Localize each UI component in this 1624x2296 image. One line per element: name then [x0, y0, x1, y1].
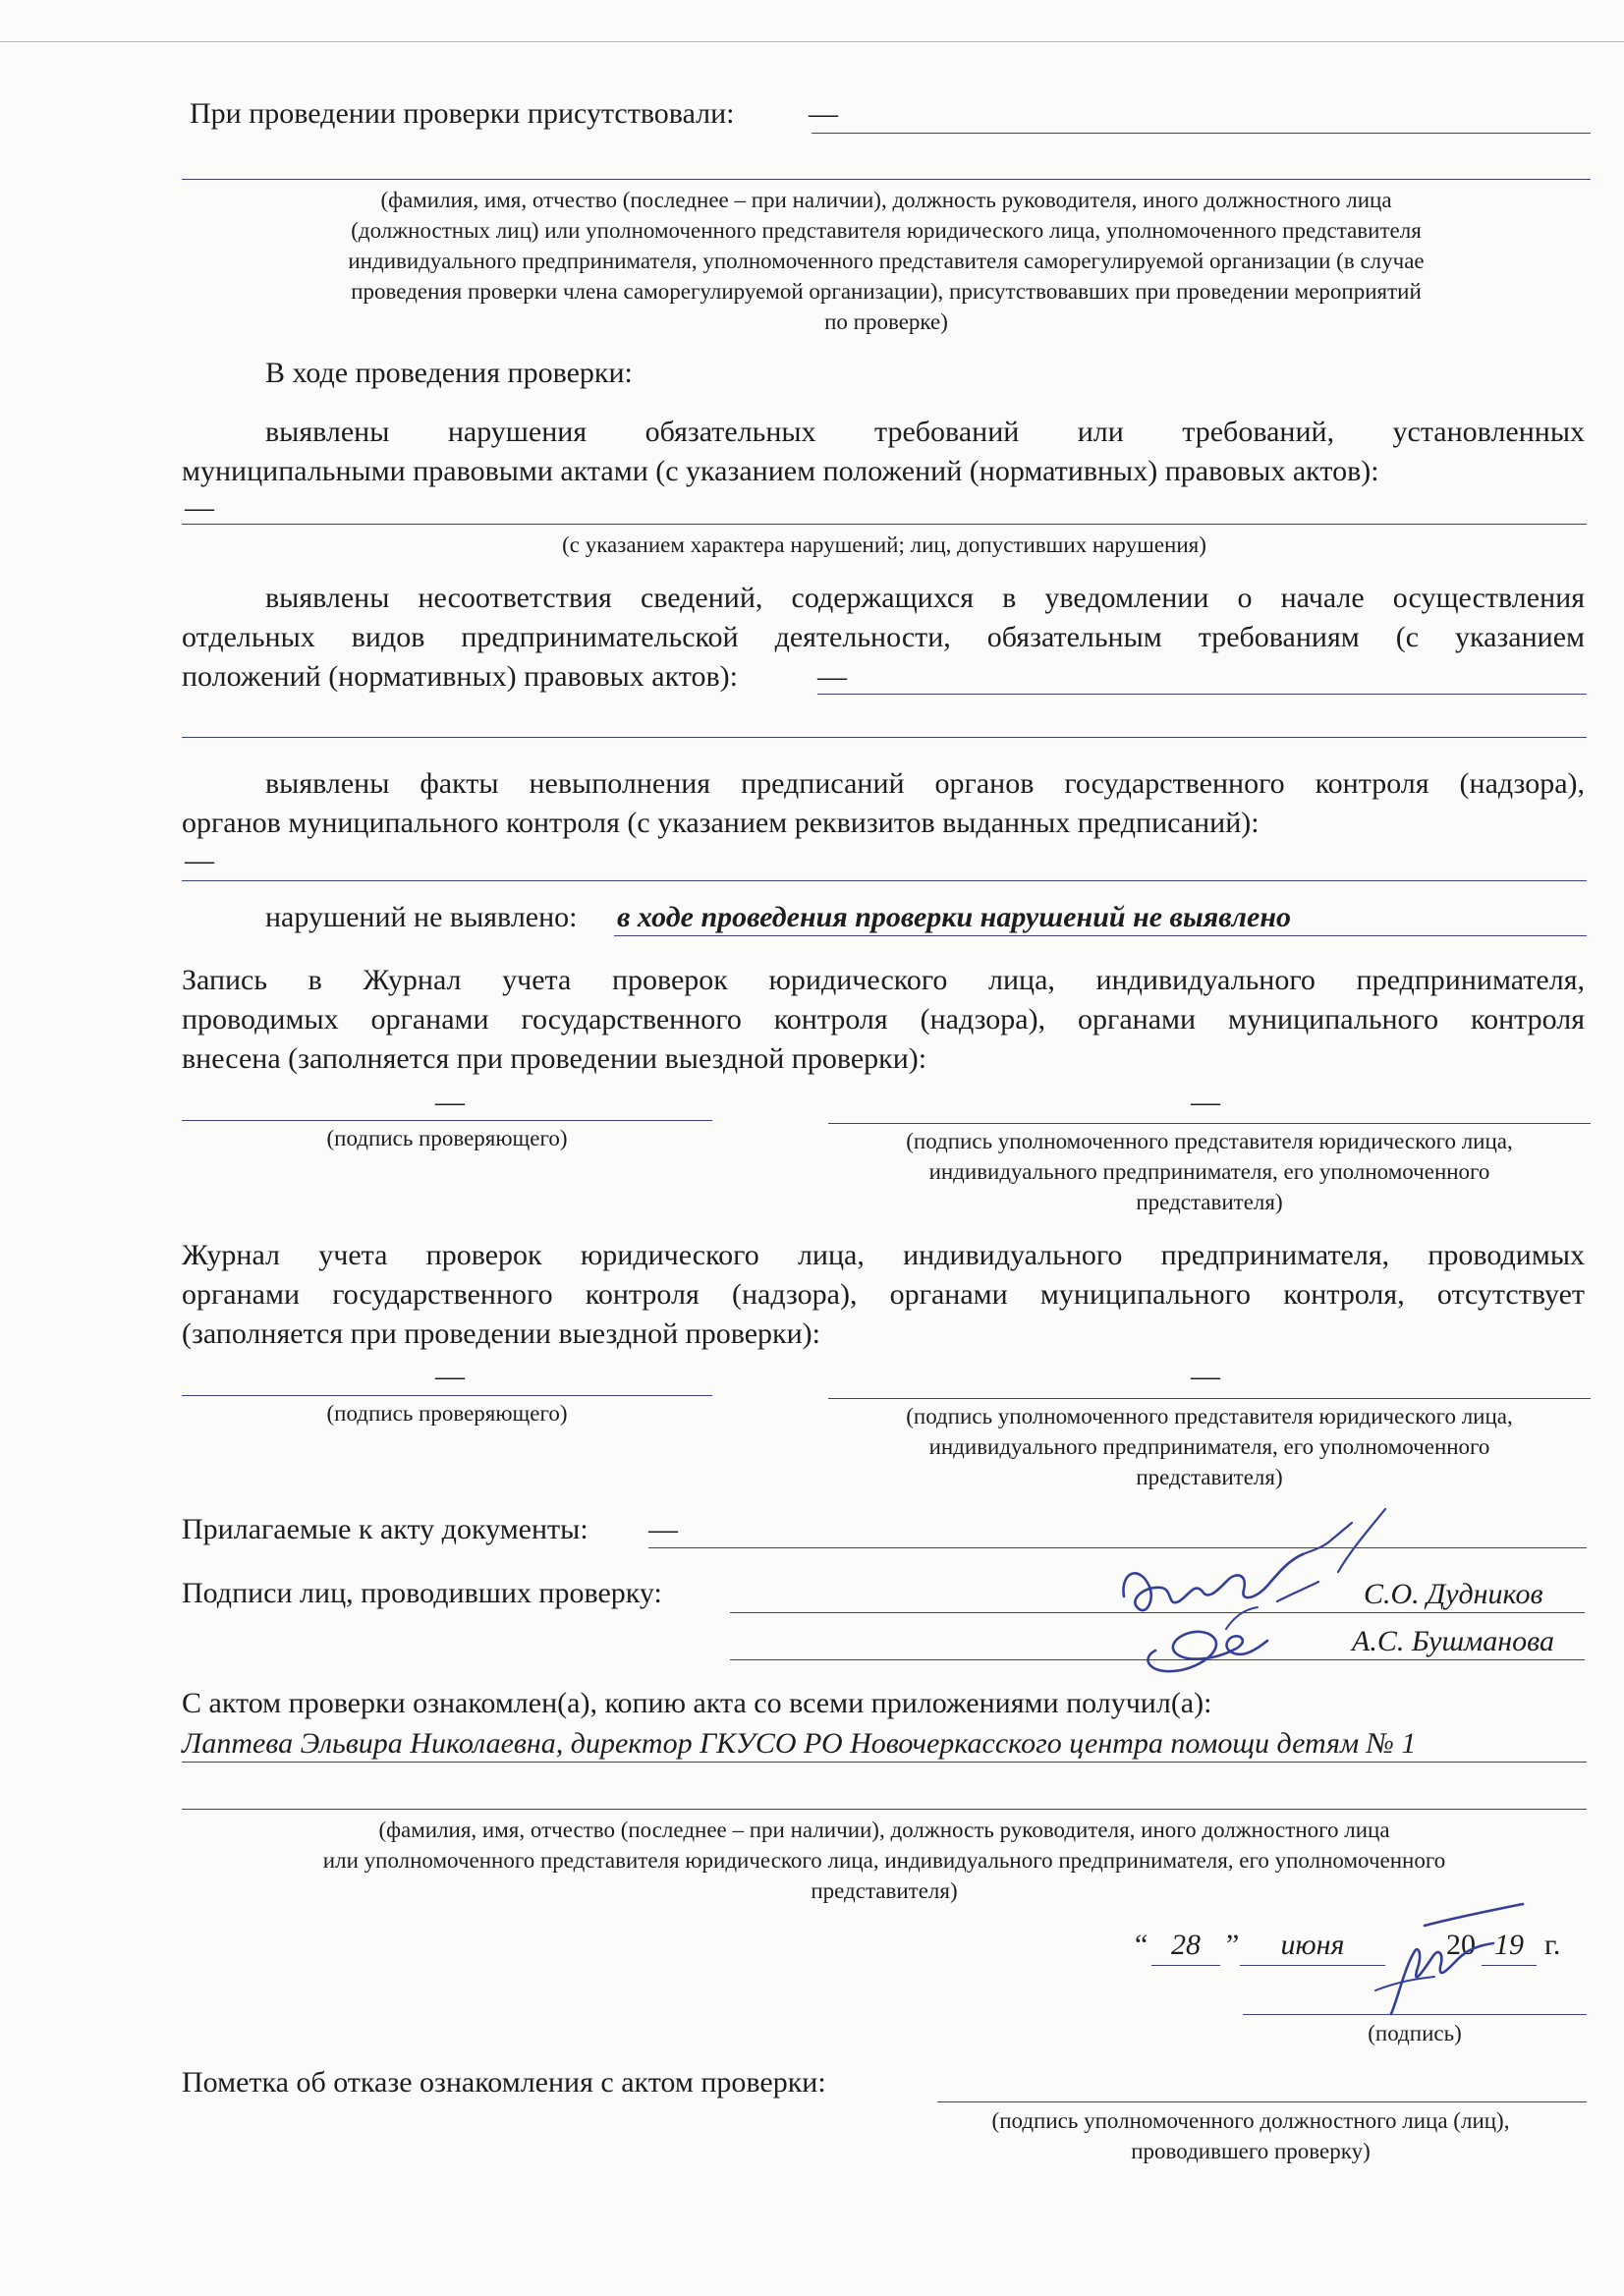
caption-line: представителя)	[1136, 1190, 1283, 1214]
nonfulfillment-line-2: органов муниципального контроля (с указанием реквизитов выданных предписаний):	[182, 807, 1260, 839]
caption-line: представителя)	[1136, 1465, 1283, 1489]
acquainted-line-1	[182, 1762, 1587, 1763]
inconsistencies-line-b	[182, 737, 1587, 738]
journal-entry-representative-line	[828, 1123, 1591, 1124]
present-line-1	[812, 133, 1591, 134]
date-year-suffix: 19	[1482, 1926, 1537, 1966]
journal-entry-inspector-value: —	[435, 1086, 465, 1118]
caption-line: (фамилия, имя, отчество (последнее – при наличии), должность руководителя, иного должностного лица	[378, 1818, 1390, 1842]
journal-entry-representative-caption	[828, 1126, 1591, 1217]
caption-line: (должностных лиц) или уполномоченного представителя юридического лица, уполномоченного представителя	[351, 218, 1422, 243]
acquainted-value: Лаптева Эльвира Николаевна, директор ГКУСО РО Новочеркасского центра помощи детям № 1	[182, 1727, 1417, 1760]
journal-entry-line-2: проводимых органами государственного контроля (надзора), органами муниципального контроля	[182, 1003, 1585, 1036]
present-caption	[182, 185, 1591, 337]
journal-absent-representative-line	[828, 1398, 1591, 1399]
no-violations-value: в ходе проведения проверки нарушений не выявлено	[617, 901, 1291, 933]
journal-entry-inspector-caption: (подпись проверяющего)	[326, 1126, 568, 1150]
refusal-caption	[914, 2105, 1588, 2166]
no-violations-line	[614, 935, 1587, 936]
inconsistencies-line-1: выявлены несоответствия сведений, содержащихся в уведомлении о начале осуществления	[265, 582, 1585, 614]
caption-line: индивидуального предпринимателя, уполномоченного представителя саморегулируемой организации (в случае	[348, 249, 1425, 273]
journal-absent-inspector-line	[182, 1395, 712, 1396]
journal-absent-inspector-caption: (подпись проверяющего)	[326, 1401, 568, 1426]
caption-line: (подпись уполномоченного представителя юридического лица,	[906, 1404, 1513, 1428]
date-year-prefix: 20	[1446, 1929, 1476, 1961]
date-open-quote: “	[1135, 1929, 1148, 1961]
caption-line: индивидуального предпринимателя, его уполномоченного	[928, 1434, 1490, 1459]
scan-edge-line	[0, 41, 1624, 42]
acquainted-caption	[182, 1815, 1587, 1906]
inspectors-label: Подписи лиц, проводивших проверку:	[182, 1577, 662, 1609]
inspector-name-2: А.С. Бушманова	[1352, 1625, 1554, 1657]
caption-line: проведения проверки члена саморегулируемой организации), присутствовавших при проведении мероприятий	[351, 279, 1422, 304]
inspector-name-1: С.О. Дудников	[1364, 1578, 1543, 1610]
present-value: —	[809, 97, 838, 130]
inconsistencies-value: —	[817, 660, 847, 693]
acquainted-line-2	[182, 1809, 1587, 1810]
violations-value: —	[185, 491, 214, 524]
refusal-label: Пометка об отказе ознакомления с актом проверки:	[182, 2066, 826, 2099]
present-line-2	[182, 179, 1591, 180]
journal-absent-line-1: Журнал учета проверок юридического лица, индивидуального предпринимателя, проводимых	[182, 1239, 1585, 1271]
journal-entry-line-1: Запись в Журнал учета проверок юридического лица, индивидуального предпринимателя,	[182, 964, 1585, 996]
caption-line: индивидуального предпринимателя, его уполномоченного	[928, 1159, 1490, 1184]
present-label: При проведении проверки присутствовали:	[190, 97, 735, 130]
acquainted-signature	[1356, 1896, 1552, 2044]
attached-value: —	[648, 1513, 678, 1545]
caption-line: (подпись уполномоченного должностного лица (лиц),	[991, 2108, 1510, 2133]
refusal-line	[937, 2101, 1587, 2102]
violations-line-2: муниципальными правовыми актами (с указанием положений (нормативных) правовых актов):	[182, 455, 1379, 487]
journal-entry-inspector-line	[182, 1120, 712, 1121]
inconsistencies-line-2: отдельных видов предпринимательской деятельности, обязательным требованиям (с указанием	[182, 621, 1585, 653]
inspectors-signature	[1110, 1503, 1405, 1700]
caption-line: проводившего проверку)	[1131, 2139, 1371, 2163]
journal-absent-representative-value: —	[1191, 1360, 1220, 1392]
date-month: июня	[1240, 1926, 1385, 1966]
inconsistencies-line-a	[817, 694, 1587, 695]
caption-line: по проверке)	[824, 309, 948, 334]
date-day: 28	[1151, 1926, 1220, 1966]
journal-absent-inspector-value: —	[435, 1360, 465, 1392]
violations-line-1: выявлены нарушения обязательных требований или требований, установленных	[265, 416, 1585, 448]
journal-absent-line-3: (заполняется при проведении выездной проверки):	[182, 1317, 820, 1350]
date-signature-caption: (подпись)	[1368, 2021, 1462, 2045]
journal-entry-representative-value: —	[1191, 1086, 1220, 1118]
inconsistencies-line-3: положений (нормативных) правовых актов):	[182, 660, 738, 693]
caption-line: или уполномоченного представителя юридического лица, индивидуального предпринимателя, его уполномоченного	[322, 1848, 1446, 1873]
journal-absent-line-2: органами государственного контроля (надзора), органами муниципального контроля, отсутствует	[182, 1278, 1585, 1311]
violations-caption: (с указанием характера нарушений; лиц, допустивших нарушения)	[562, 532, 1206, 557]
journal-entry-line-3: внесена (заполняется при проведении выездной проверки):	[182, 1042, 927, 1075]
no-violations-label: нарушений не выявлено:	[265, 901, 578, 933]
date-close-quote: ”	[1226, 1929, 1240, 1961]
acquainted-label: С актом проверки ознакомлен(а), копию акта со всеми приложениями получил(а):	[182, 1687, 1212, 1719]
journal-absent-representative-caption	[828, 1401, 1591, 1492]
violations-line	[182, 524, 1587, 525]
date-year-unit: г.	[1544, 1929, 1561, 1961]
caption-line: (фамилия, имя, отчество (последнее – при наличии), должность руководителя, иного должностного лица	[380, 188, 1392, 212]
nonfulfillment-value: —	[185, 844, 214, 876]
course-heading: В ходе проведения проверки:	[265, 357, 633, 389]
nonfulfillment-line	[182, 880, 1587, 881]
nonfulfillment-line-1: выявлены факты невыполнения предписаний органов государственного контроля (надзора),	[265, 767, 1585, 800]
caption-line: (подпись уполномоченного представителя юридического лица,	[906, 1129, 1513, 1153]
attached-label: Прилагаемые к акту документы:	[182, 1513, 588, 1545]
caption-line: представителя)	[811, 1878, 958, 1903]
